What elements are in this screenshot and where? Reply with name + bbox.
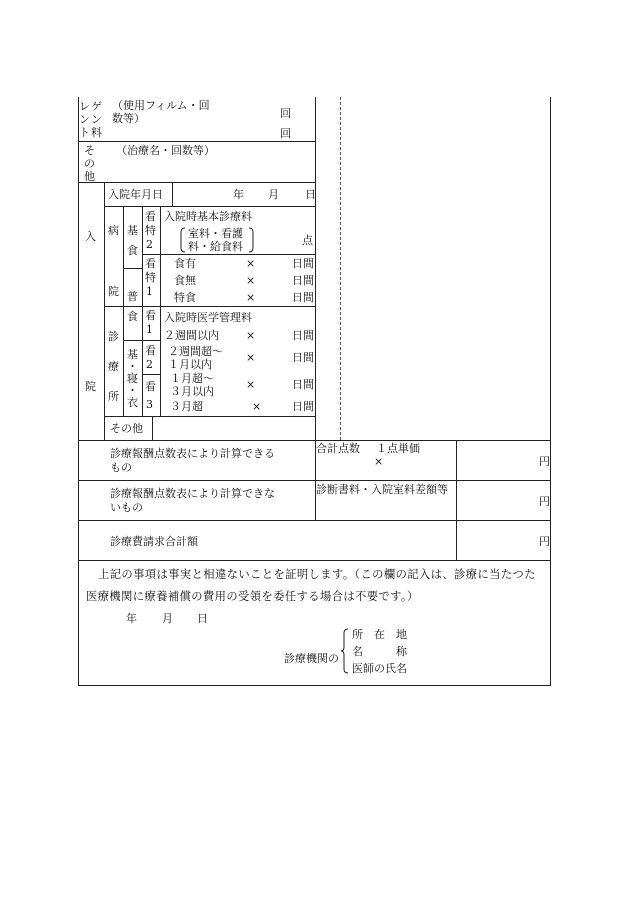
- row-sep: [142, 374, 160, 375]
- igaku-label: ３月以内: [170, 385, 214, 398]
- yen-unit: 円: [539, 535, 550, 548]
- row-sep: [104, 306, 142, 307]
- kihon-bracket-left: [180, 227, 186, 253]
- row-sep: [142, 306, 316, 307]
- kan-toku1: 看: [145, 257, 156, 270]
- igaku-label: １月超～: [170, 372, 214, 385]
- kan1: 看: [145, 309, 156, 322]
- summary-row2: いもの: [110, 501, 143, 514]
- yen-unit: 円: [539, 495, 550, 508]
- col-byo: 病: [108, 224, 119, 237]
- row-sep: [104, 206, 316, 207]
- certificate-label: 診断書料・入院室料差額等: [316, 483, 448, 496]
- col-fu: 普: [127, 290, 138, 303]
- kihon-bracket-right: [248, 227, 254, 253]
- rentgen-count: 回: [280, 107, 291, 120]
- kan-toku1: 特: [145, 271, 156, 284]
- row-sep: [123, 340, 142, 341]
- meal-times: ×: [246, 291, 256, 304]
- col-ki: 基: [127, 224, 138, 237]
- row-sep: [142, 340, 160, 341]
- sonota-note: （治療名・回数等）: [116, 144, 215, 157]
- summary-row1: もの: [110, 461, 132, 474]
- row-sep: [78, 141, 316, 142]
- igaku-unit: 日間: [292, 400, 314, 413]
- doctor-label: 医師の氏名: [352, 662, 407, 675]
- kan2: 2: [146, 358, 153, 371]
- col-shoku: 食: [127, 244, 138, 257]
- meal-unit: 日間: [292, 274, 314, 287]
- cert-line1: 上記の事項は事実と相違ないことを証明します。（この欄の記入は、診療に当たつた: [98, 568, 536, 581]
- igaku-unit: 日間: [292, 329, 314, 342]
- date-day: 日: [305, 188, 316, 201]
- col-ryo: 療: [108, 360, 119, 373]
- rentgen-note: 数等）: [112, 112, 145, 125]
- col-ki2: 基: [127, 348, 138, 361]
- kan1: 1: [146, 323, 153, 336]
- col-dot: ・: [127, 384, 138, 397]
- kan-toku2: 2: [146, 238, 153, 251]
- igaku-label: ２週間超～: [168, 345, 223, 358]
- rentgen-label-col1: レント: [79, 100, 90, 139]
- nyuin-side-top: 入: [85, 230, 96, 243]
- sonota-label: その他: [84, 144, 95, 183]
- col-sep: [152, 416, 153, 440]
- row-sep: [78, 560, 551, 561]
- col-sep: [142, 206, 143, 416]
- igaku-label: １月以内: [168, 358, 212, 371]
- igaku-unit: 日間: [292, 351, 314, 364]
- row-sep: [78, 182, 316, 183]
- ten-unit: 点: [302, 234, 313, 247]
- summary-row1: 診療報酬点数表により計算できる: [110, 447, 275, 460]
- meal-times: ×: [246, 274, 256, 287]
- cert-day: 日: [197, 612, 208, 625]
- kihon-title: 入院時基本診療料: [164, 210, 252, 223]
- rentgen-note: （使用フィルム・回: [112, 99, 210, 112]
- address-label: 所 在 地: [352, 628, 407, 641]
- kan3: 3: [146, 398, 153, 411]
- date-month: 月: [268, 188, 279, 201]
- col-in: 院: [108, 285, 119, 298]
- kihon-sub: 料・給食料: [188, 240, 243, 253]
- nyuin-other: その他: [110, 422, 143, 435]
- summary-row3: 診療費請求合計額: [110, 535, 198, 548]
- col-sep: [172, 182, 173, 206]
- meal-label: 食無: [174, 274, 196, 287]
- cert-line2: 医療機関に療養補償の費用の受領を委任する場合は不要です。）: [86, 590, 419, 603]
- igaku-times: ×: [246, 351, 256, 364]
- row-sep: [142, 254, 316, 255]
- igaku-unit: 日間: [292, 378, 314, 391]
- col-sep: [123, 206, 124, 416]
- row-sep: [104, 416, 316, 417]
- meal-unit: 日間: [292, 291, 314, 304]
- kan2: 看: [145, 344, 156, 357]
- igaku-label: ２週間以内: [164, 329, 219, 342]
- yen-unit: 円: [539, 455, 550, 468]
- kihon-sub: 室料・看護: [188, 227, 243, 240]
- meal-times: ×: [246, 257, 256, 270]
- frame-bottom: [78, 685, 551, 686]
- meal-unit: 日間: [292, 257, 314, 270]
- cert-year: 年: [126, 612, 137, 625]
- kan3: 看: [145, 380, 156, 393]
- col-sep: [456, 440, 457, 560]
- unit-price-label: １点単価: [376, 442, 420, 455]
- col-shin2: 寝: [127, 372, 138, 385]
- dashed-divider: [340, 97, 341, 440]
- kan-toku1: 1: [146, 285, 153, 298]
- row-sep: [123, 268, 142, 269]
- col-sho: 所: [108, 390, 119, 403]
- col-shoku2: 食: [127, 310, 138, 323]
- total-points-label: 合計点数: [316, 442, 360, 455]
- col-sep: [104, 182, 105, 440]
- institution-label: 診療機関の: [284, 652, 339, 665]
- igaku-label: ３月超: [170, 400, 203, 413]
- kan-toku2: 看: [145, 210, 156, 223]
- admission-date-label: 入院年月日: [108, 188, 163, 201]
- institution-bracket: [341, 628, 349, 674]
- col-i: 衣: [127, 396, 138, 409]
- meal-label: 食有: [174, 257, 196, 270]
- kan-toku2: 特: [145, 224, 156, 237]
- igaku-times: ×: [246, 329, 256, 342]
- col-dot: ・: [127, 360, 138, 373]
- multiply-sign: ×: [374, 455, 384, 468]
- date-year: 年: [233, 188, 244, 201]
- summary-row2: 診療報酬点数表により計算できな: [110, 487, 275, 500]
- meal-label: 特食: [174, 291, 196, 304]
- frame-right: [550, 97, 551, 686]
- rentgen-count: 回: [280, 127, 291, 140]
- igaku-times: ×: [252, 400, 262, 413]
- cert-month: 月: [162, 612, 173, 625]
- nyuin-side-bottom: 院: [85, 380, 96, 393]
- col-shin: 診: [108, 330, 119, 343]
- row-sep: [78, 520, 551, 521]
- name-label: 名 称: [352, 645, 407, 658]
- frame-left: [78, 97, 79, 686]
- col-sep: [160, 206, 161, 416]
- rentgen-label-col2: ゲン料: [91, 100, 102, 139]
- igaku-title: 入院時医学管理料: [164, 311, 252, 324]
- igaku-times: ×: [246, 378, 256, 391]
- left-table-right: [315, 97, 316, 440]
